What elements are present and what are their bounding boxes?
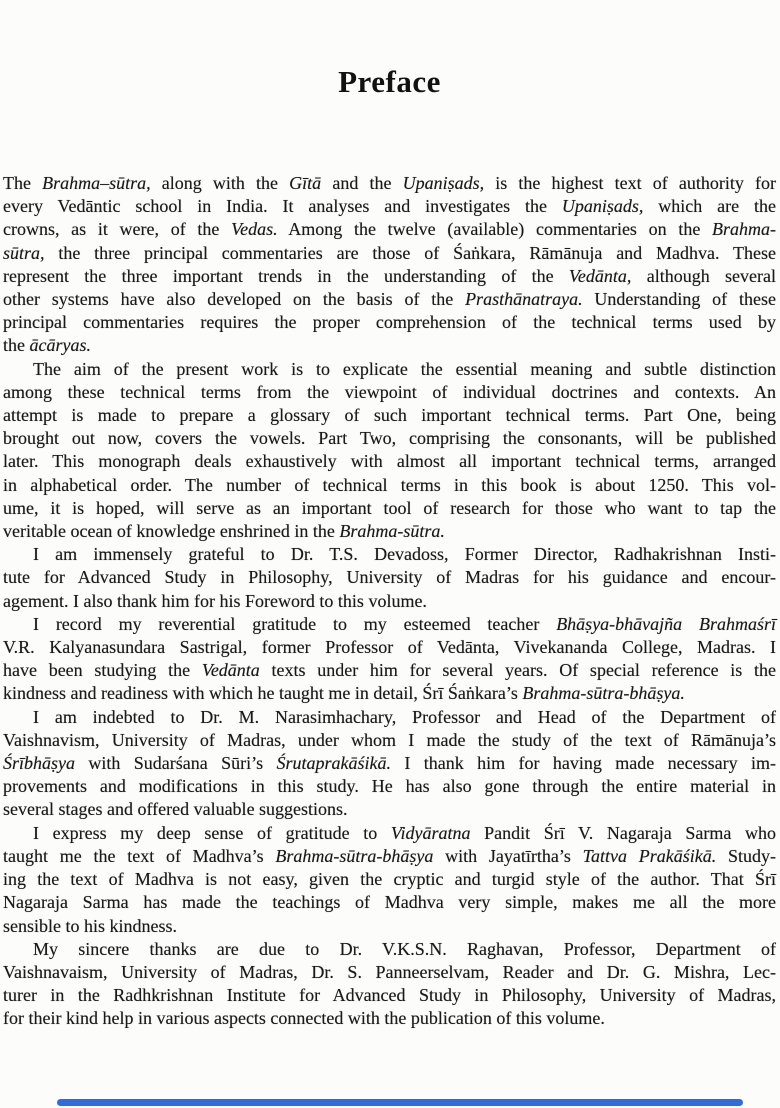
text-line: every Vedāntic school in India. It analyses and investigates the Upaniṣads, which are the xyxy=(3,196,776,217)
text-line: crowns, as it were, of the Vedas. Among the twelve (available) commentaries on the Brahma- xyxy=(3,219,776,240)
text-line: tute for Advanced Study in Philosophy, University of Madras for his guidance and encour- xyxy=(3,567,776,588)
paragraph xyxy=(3,938,776,1031)
paragraph xyxy=(3,706,776,822)
text-line: principal commentaries requires the proper comprehension of the technical terms used by xyxy=(3,312,776,333)
text-line: agement. I also thank him for his Foreword to this volume. xyxy=(3,590,427,611)
text-line: V.R. Kalyanasundara Sastrigal, former Professor of Vedānta, Vivekananda College, Madras. I xyxy=(3,637,776,658)
text-body xyxy=(3,172,776,1031)
text-line: among these technical terms from the viewpoint of individual doctrines and contexts. An xyxy=(3,381,776,402)
paragraph xyxy=(3,613,776,706)
text-line: several stages and offered valuable suggestions. xyxy=(3,799,348,820)
page-title: Preface xyxy=(338,64,441,99)
paragraph xyxy=(3,172,776,358)
text-line: I record my reverential gratitude to my esteemed teacher Bhāṣya-bhāvajña Brahmaśrī xyxy=(33,613,776,634)
text-line: sensible to his kindness. xyxy=(3,915,177,936)
text-line: brought out now, covers the vowels. Part Two, comprising the consonants, will be published xyxy=(3,428,776,449)
text-line: The Brahma–sūtra, along with the Gītā and the Upaniṣads, is the highest text of authority for xyxy=(3,173,777,193)
paragraph xyxy=(3,358,776,544)
text-line: provements and modifications in this study. He has also gone through the entire material in xyxy=(3,776,776,797)
text-line: Vaishnavaism, University of Madras, Dr. S. Panneerselvam, Reader and Dr. G. Mishra, Lec- xyxy=(3,961,776,982)
text-line: Vaishnavism, University of Madras, under whom I made the study of the text of Rāmānuja’s xyxy=(3,729,776,750)
text-line: Nagaraja Sarma has made the teachings of Madhva very simple, makes me all the more xyxy=(3,892,776,913)
text-line: I am immensely grateful to Dr. T.S. Devadoss, Former Director, Radhakrishnan Insti- xyxy=(33,544,776,565)
text-line: other systems have also developed on the basis of the Prasthānatraya. Understanding of these xyxy=(3,289,776,310)
text-line: for their kind help in various aspects connected with the publication of this volume. xyxy=(3,1008,605,1029)
text-line: Śrībhāṣya with Sudarśana Sūri’s Śrutaprakāśikā. I thank him for having made necessary im- xyxy=(3,753,776,774)
scroll-progress-bar[interactable] xyxy=(57,1099,743,1106)
text-line: later. This monograph deals exhaustively with almost all important technical terms, arranged xyxy=(3,451,776,472)
paragraph xyxy=(3,822,776,938)
text-line: the ācāryas. xyxy=(3,335,91,356)
text-line: My sincere thanks are due to Dr. V.K.S.N. Raghavan, Professor, Department of xyxy=(33,938,776,959)
text-line: taught me the text of Madhva’s Brahma-sūtra-bhāṣya with Jayatīrtha’s Tattva Prakāśikā. Study- xyxy=(3,845,776,866)
text-line: kindness and readiness with which he taught me in detail, Śrī Śaṅkara’s Brahma-sūtra-bhāṣya. xyxy=(3,683,685,704)
text-line: ume, it is hoped, will serve as an important tool of research for those who want to tap the xyxy=(3,497,776,518)
text-line: have been studying the Vedānta texts under him for several years. Of special reference is the xyxy=(3,660,776,681)
text-line: I am indebted to Dr. M. Narasimhachary, Professor and Head of the Department of xyxy=(33,706,776,727)
text-line: in alphabetical order. The number of technical terms in this book is about 1250. This vol- xyxy=(3,474,776,495)
text-line: turer in the Radhkrishnan Institute for Advanced Study in Philosophy, University of Madras, xyxy=(3,985,776,1006)
text-line: I express my deep sense of gratitude to Vidyāratna Pandit Śrī V. Nagaraja Sarma who xyxy=(33,822,776,843)
text-line: sūtra, the three principal commentaries are those of Śaṅkara, Rāmānuja and Madhva. These xyxy=(3,242,776,263)
text-line: ing the text of Madhva is not easy, given the cryptic and turgid style of the author. That Śrī xyxy=(3,869,776,890)
text-line: veritable ocean of knowledge enshrined in the Brahma-sūtra. xyxy=(3,521,445,542)
text-line: attempt is made to prepare a glossary of such important technical terms. Part One, being xyxy=(3,405,776,426)
text-line: The aim of the present work is to explicate the essential meaning and subtle distinction xyxy=(33,358,776,379)
text-line: represent the three important trends in the understanding of the Vedānta, although several xyxy=(3,265,776,286)
paragraph xyxy=(3,543,776,613)
